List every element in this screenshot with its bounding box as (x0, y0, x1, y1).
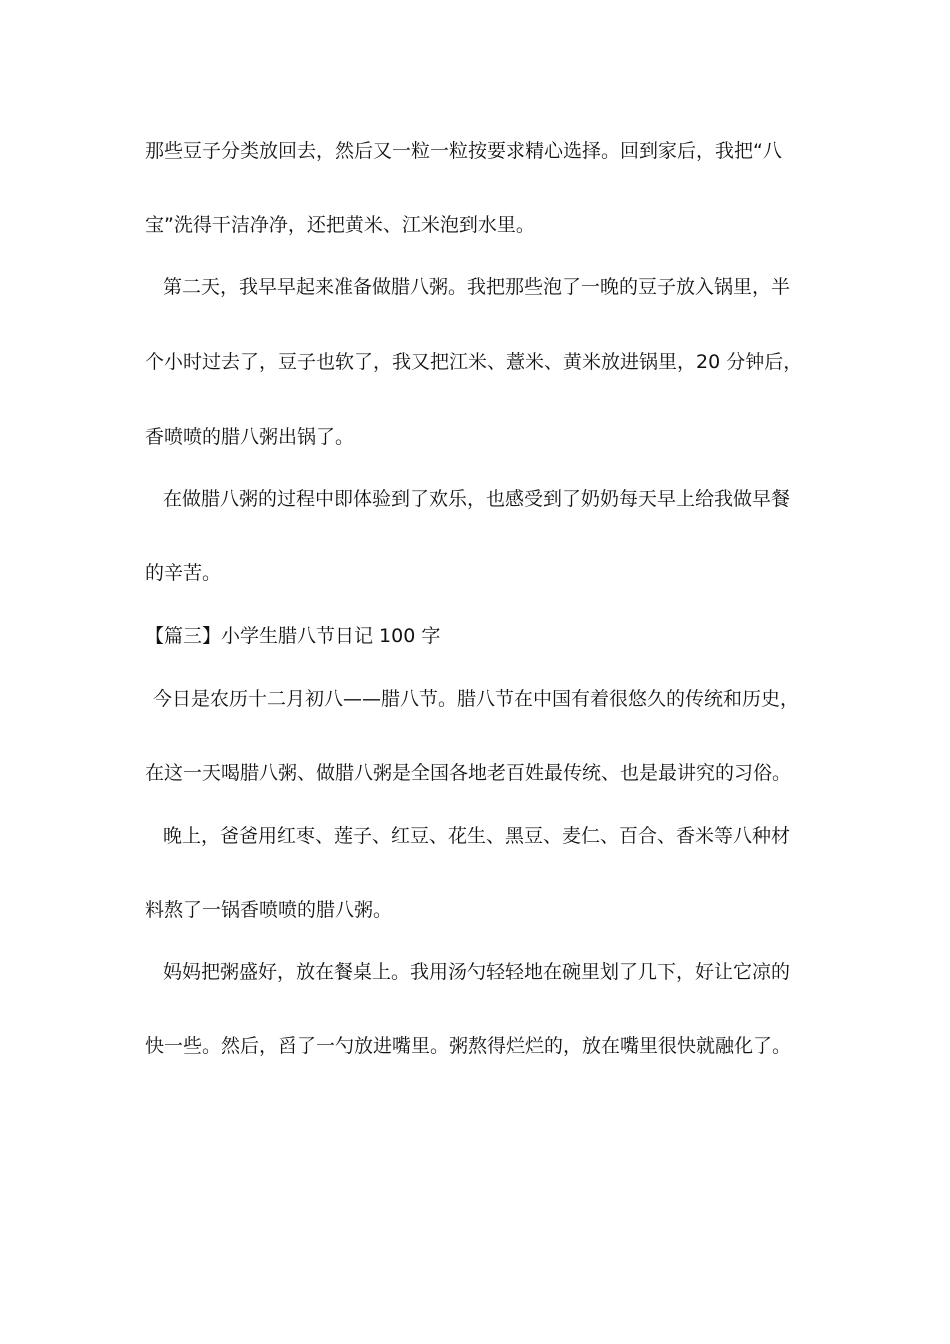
paragraph-start-line: 今日是农历十二月初八——腊八节。腊八节在中国有着很悠久的传统和历史， (153, 688, 800, 710)
text-line: 那些豆子分类放回去，然后又一粒一粒按要求精心选择。回到家后，我把“八 (145, 140, 782, 162)
section-heading: 【篇三】小学生腊八节日记 100 字 (145, 625, 441, 647)
text-line: 的辛苦。 (145, 562, 222, 584)
text-line: 宝”洗得干洁净净，还把黄米、江米泡到水里。 (145, 214, 535, 236)
text-line: 料熬了一锅香喷喷的腊八粥。 (145, 899, 393, 921)
paragraph-start-line: 妈妈把粥盛好，放在餐桌上。我用汤勺轻轻地在碗里划了几下，好让它凉的 (163, 961, 791, 983)
paragraph-start-line: 在做腊八粥的过程中即体验到了欢乐，也感受到了奶奶每天早上给我做早餐 (163, 488, 791, 510)
paragraph-start-line: 第二天，我早早起来准备做腊八粥。我把那些泡了一晚的豆子放入锅里，半 (163, 276, 791, 298)
text-line: 在这一天喝腊八粥、做腊八粥是全国各地老百姓最传统、也是最讲究的习俗。 (145, 762, 792, 784)
text-line: 个小时过去了，豆子也软了，我又把江米、薏米、黄米放进锅里，20 分钟后， (145, 351, 803, 373)
paragraph-start-line: 晚上，爸爸用红枣、莲子、红豆、花生、黑豆、麦仁、百合、香米等八种材 (163, 825, 791, 847)
text-line: 香喷喷的腊八粥出锅了。 (145, 426, 355, 448)
text-line: 快一些。然后，舀了一勺放进嘴里。粥熬得烂烂的，放在嘴里很快就融化了。 (145, 1035, 792, 1057)
